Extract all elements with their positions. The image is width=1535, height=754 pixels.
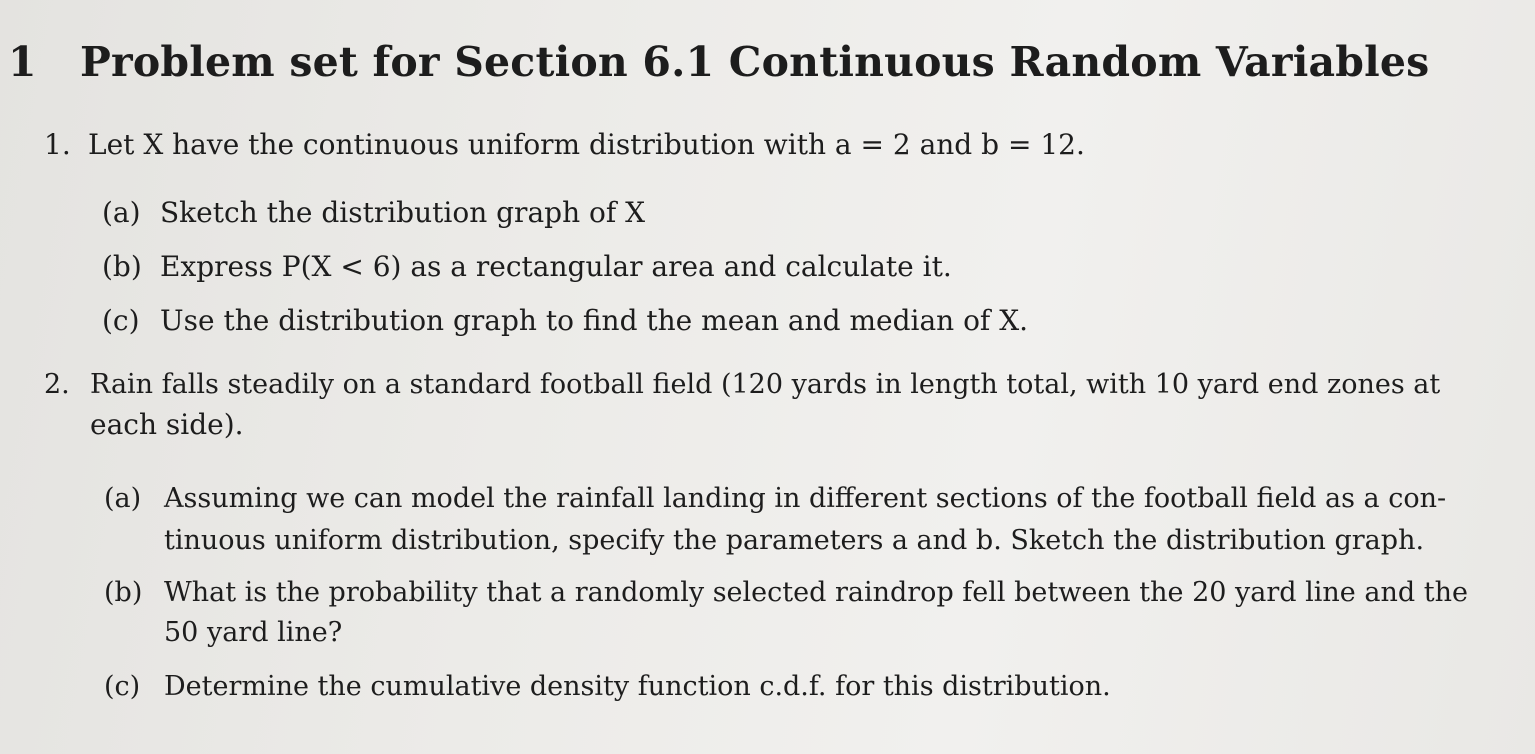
part-label: (b) xyxy=(104,577,143,608)
section-heading xyxy=(8,38,1429,86)
part-text: What is the probability that a randomly selected raindrop fell between the 20 yard line and the xyxy=(164,577,1468,608)
problem-1-number: 1. xyxy=(44,128,71,161)
problem-2-part-c xyxy=(104,673,1111,700)
problem-1-part-b xyxy=(102,250,952,283)
part-text: Express P(X < 6) as a rectangular area and calculate it. xyxy=(160,250,952,283)
problem-1-part-c xyxy=(102,304,1029,337)
section-title: Problem set for Section 6.1 Continuous Random Variables xyxy=(80,38,1430,86)
part-text-continued: 50 yard line? xyxy=(164,617,343,648)
problem-1-statement xyxy=(44,128,1085,161)
part-label: (b) xyxy=(102,250,142,283)
problem-1-part-a xyxy=(102,196,646,229)
problem-2-statement-line-2 xyxy=(90,408,244,441)
problem-2-part-a-line-1 xyxy=(104,485,1446,512)
problem-1-text: Let X have the continuous uniform distribution with a = 2 and b = 12. xyxy=(88,128,1085,161)
problem-2-part-b-line-1 xyxy=(104,579,1468,606)
part-text: Sketch the distribution graph of X xyxy=(160,196,646,229)
problem-2-number: 2. xyxy=(44,369,70,400)
part-label: (a) xyxy=(104,483,142,514)
problem-2-text-continued: each side). xyxy=(90,408,244,441)
problem-2-text: Rain falls steadily on a standard football field (120 yards in length total, with 10 yard end zones at xyxy=(90,369,1441,400)
part-label: (a) xyxy=(102,196,141,229)
problem-2-statement-line-1 xyxy=(44,371,1440,398)
part-label: (c) xyxy=(102,304,140,337)
part-text: Assuming we can model the rainfall landing in different sections of the football field as a con- xyxy=(164,483,1447,514)
problem-2-part-a-line-2 xyxy=(164,527,1424,554)
problem-2-part-b-line-2 xyxy=(164,619,342,646)
section-number: 1 xyxy=(8,38,37,86)
part-text-continued: tinuous uniform distribution, specify the parameters a and b. Sketch the distribution graph. xyxy=(164,525,1425,556)
part-text: Determine the cumulative density function c.d.f. for this distribution. xyxy=(164,671,1111,702)
part-text: Use the distribution graph to find the mean and median of X. xyxy=(160,304,1029,337)
part-label: (c) xyxy=(104,671,141,702)
